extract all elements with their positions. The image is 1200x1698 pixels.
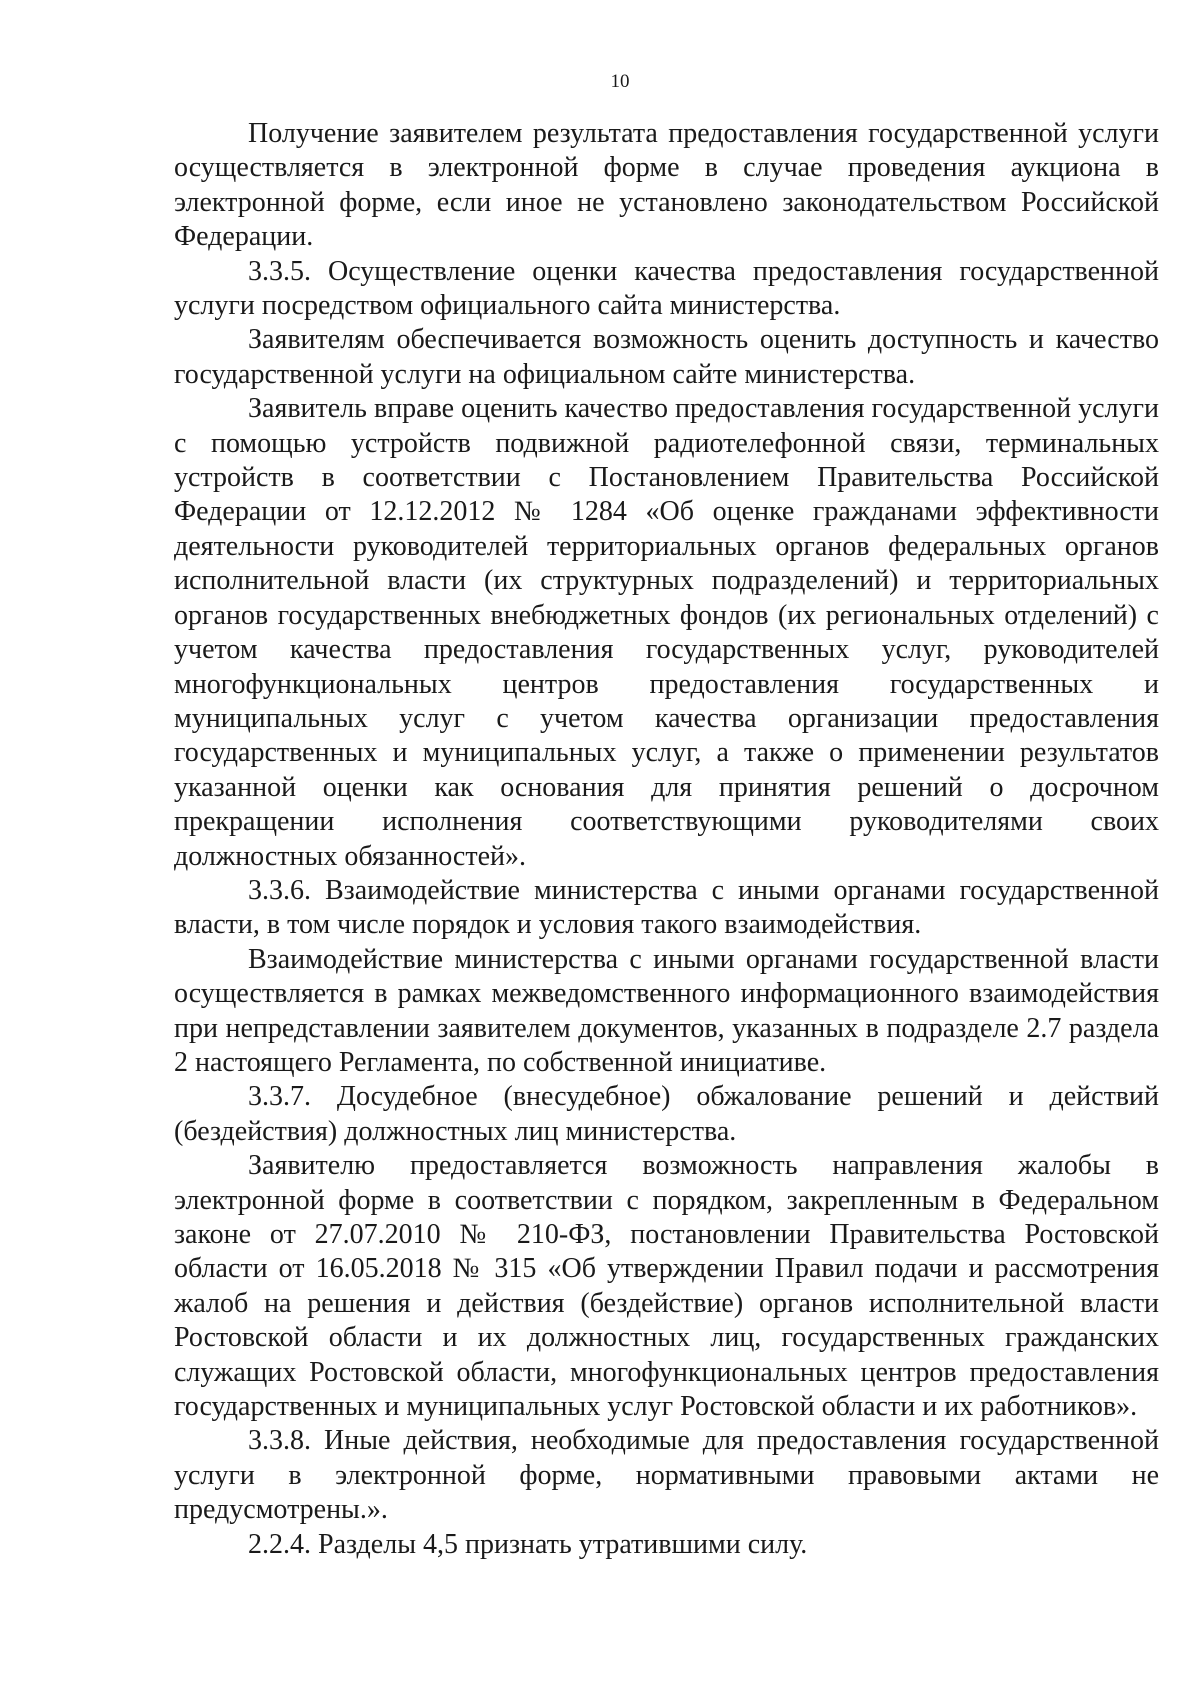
paragraph-2-2-4-sections-repealed: 2.2.4. Разделы 4,5 признать утратившими силу. (248, 1528, 808, 1560)
paragraph-3-3-5-heading: 3.3.5. Осуществление оценки качества предоставления государственной услуги посредством официального сайта министерства. (174, 255, 1159, 322)
paragraph-complaint-procedure: Заявителю предоставляется возможность направления жалобы в электронной форме в соответствии с порядком, закрепленным в Федеральном законе от 27.07.2010 № 210-ФЗ, постановлении Правительства Ростовской области от 16.05.2018 № 315 «Об утверждении Правил подачи и рассмотрения жалоб на решения и действия (бездействие) органов исполнительной власти Ростовской области и их должностных лиц, государственных гражданских служащих Ростовской области, многофункциональных центров предоставления государственных и муниципальных услуг Ростовской области и их работников». (174, 1150, 1159, 1423)
paragraph-3-3-8-other-actions: 3.3.8. Иные действия, необходимые для предоставления государственной услуги в электронной форме, нормативными правовыми актами не предусмотрены.». (174, 1425, 1159, 1526)
paragraph-applicant-evaluation: Заявитель вправе оценить качество предоставления государственной услуги с помощью устройств подвижной радиотелефонной связи, терминальных устройств в соответствии с Постановлением Правительства Российской Федерации от 12.12.2012 № 1284 «Об оценке гражданами эффективности деятельности руководителей территориальных органов федеральных органов исполнительной власти (их структурных подразделений) и территориальных органов государственных внебюджетных фондов (их региональных отделений) с учетом качества предоставления государственных услуг, руководителей многофункциональных центров предоставления государственных и муниципальных услуг с учетом качества организации предоставления государственных и муниципальных услуг, а также о применении результатов указанной оценки как основания для принятия решений о досрочном прекращении исполнения соответствующими руководителями своих должностных обязанностей». (174, 393, 1159, 872)
paragraph-3-3-6-heading: 3.3.6. Взаимодействие министерства с иными органами государственной власти, в том числе порядок и условия такого взаимодействия. (174, 874, 1159, 941)
paragraph-3-3-7-heading: 3.3.7. Досудебное (внесудебное) обжалование решений и действий (бездействия) должностных лиц министерства. (174, 1081, 1159, 1147)
document-body (174, 117, 1159, 1562)
page-number: 10 (610, 71, 630, 92)
paragraph-quality-assessment: Заявителям обеспечивается возможность оценить доступность и качество государственной услуги на официальном сайте министерства. (174, 324, 1159, 390)
paragraph-result-receipt: Получение заявителем результата предоставления государственной услуги осуществляется в электронной форме в случае проведения аукциона в электронной форме, если иное не установлено законодательством Российской Федерации. (174, 118, 1159, 253)
paragraph-interagency-cooperation: Взаимодействие министерства с иными органами государственной власти осуществляется в рамках межведомственного информационного взаимодействия при непредставлении заявителем документов, указанных в подразделе 2.7 раздела 2 настоящего Регламента, по собственной инициативе. (174, 943, 1159, 1078)
